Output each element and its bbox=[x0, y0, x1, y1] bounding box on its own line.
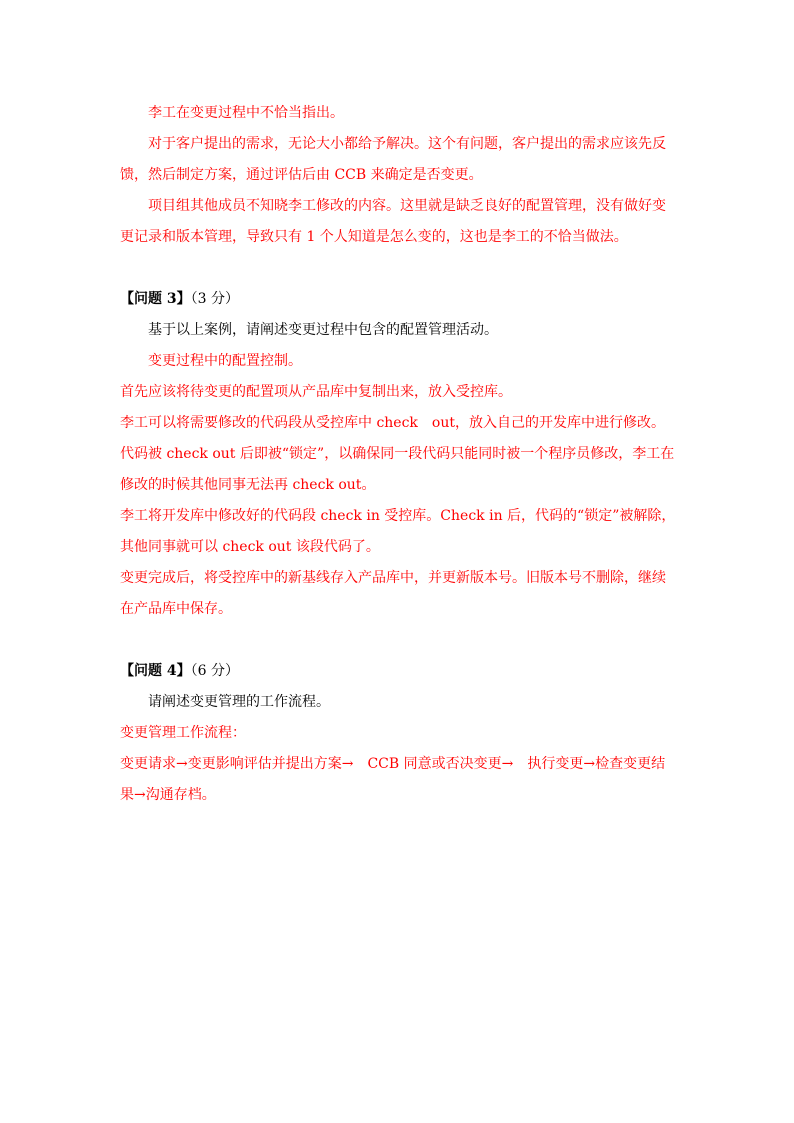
question-4-score: （6 分） bbox=[190, 663, 239, 679]
document-body bbox=[120, 98, 676, 811]
question-3-prompt: 基于以上案例，请阐述变更过程中包含的配置管理活动。 bbox=[148, 322, 498, 338]
question-3-answer-intro: 变更过程中的配置控制。 bbox=[148, 353, 302, 369]
question-4-prompt: 请阐述变更管理的工作流程。 bbox=[148, 694, 330, 710]
question-4-heading bbox=[120, 656, 676, 687]
question-4-workflow: 变更请求→变更影响评估并提出方案→ CCB 同意或否决变更→ 执行变更→检查变更结果→沟通存档。 bbox=[120, 756, 666, 803]
question-3-answer-paragraph: 首先应该将待变更的配置项从产品库中复制出来，放入受控库。 bbox=[120, 384, 512, 400]
answer-paragraph: 项目组其他成员不知晓李工修改的内容。这里就是缺乏良好的配置管理，没有做好变更记录和版本管理，导致只有 1 个人知道是怎么变的，这也是李工的不恰当做法。 bbox=[120, 198, 666, 245]
question-4-answer-intro: 变更管理工作流程： bbox=[120, 725, 246, 741]
answer-paragraph: 对于客户提出的需求，无论大小都给予解决。这个有问题，客户提出的需求应该先反馈，然后制定方案，通过评估后由 CCB 来确定是否变更。 bbox=[120, 136, 666, 183]
question-3-answer-paragraph: 李工将开发库中修改好的代码段 check in 受控库。Check in 后，代码的“锁定”被解除，其他同事就可以 check out 该段代码了。 bbox=[120, 508, 676, 555]
question-3-answer-paragraph: 李工可以将需要修改的代码段从受控库中 check out，放入自己的开发库中进行修改。代码被 check out 后即被“锁定”，以确保同一段代码只能同时被一个程序员修改，李工在修改的时候其他同事无法再 check out。 bbox=[120, 415, 675, 493]
question-4-title: 【问题 4】 bbox=[120, 663, 191, 679]
question-3-answer-paragraph: 变更完成后，将受控库中的新基线存入产品库中，并更新版本号。旧版本号不删除，继续在产品库中保存。 bbox=[120, 570, 666, 617]
question-3-title: 【问题 3】 bbox=[120, 291, 191, 307]
answer-paragraph: 李工在变更过程中不恰当指出。 bbox=[148, 105, 344, 121]
question-3-heading bbox=[120, 284, 676, 315]
question-3-score: （3 分） bbox=[190, 291, 239, 307]
